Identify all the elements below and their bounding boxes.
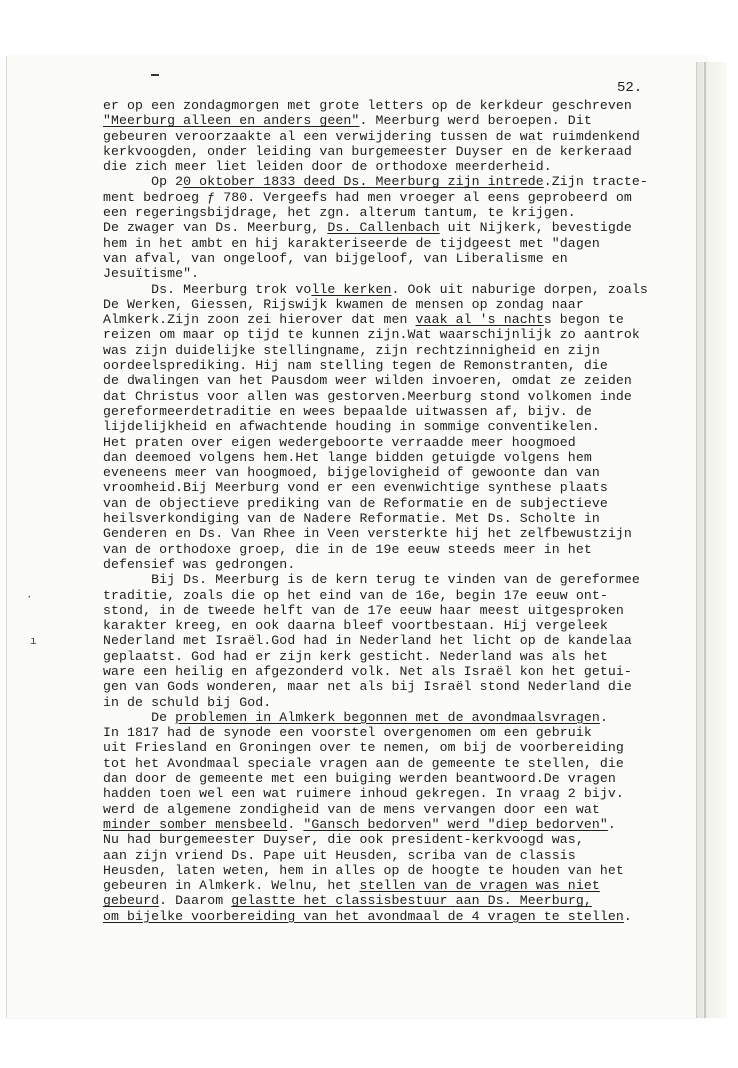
text-segment: Ds. Callenbach <box>327 220 440 236</box>
text-line <box>103 649 707 664</box>
text-segment: Genderen en Ds. Van Rhee in Veen versterkte hij het zelfbewustzijn <box>103 526 632 542</box>
text-line <box>103 878 707 893</box>
text-segment: gereformeerdetraditie en wees bepaalde uitwassen af, bijv. de <box>103 403 592 419</box>
text-segment: kerkvoogden, onder leiding van burgemeester Duyser en de kerkeraad <box>103 143 632 159</box>
text-line <box>103 297 707 312</box>
text-segment: traditie, zoals die op het eind van de 16e, begin 17e eeuw ont- <box>103 587 608 603</box>
text-segment: Jesuïtisme". <box>103 266 200 282</box>
text-segment: gen van Gods wonderen, maar net als bij Israël stond Nederland die <box>103 679 632 695</box>
text-segment: stond, in de tweede helft van de 17e eeuw haar meest uitgesproken <box>103 602 624 618</box>
text-segment: van afval, van ongeloof, van bijgeloof, van Liberalisme en <box>103 250 568 266</box>
text-line <box>103 740 707 755</box>
text-segment: vaak al 's nacht <box>415 312 544 328</box>
text-line <box>103 603 707 618</box>
page-fold <box>696 62 727 1018</box>
text-line <box>103 450 707 465</box>
text-segment: problemen in Almkerk begonnen met de avondmaalsvragen <box>175 709 600 725</box>
text-line <box>103 282 707 297</box>
text-line <box>103 144 707 159</box>
text-segment: dan deemoed volgens hem.Het lange bidden getuigde volgens hem <box>103 449 592 465</box>
text-line <box>103 725 707 740</box>
text-line <box>103 863 707 878</box>
text-segment: 0 oktober 1833 deed Ds. Meerburg zijn intrede <box>183 174 544 190</box>
text-segment: . Meerburg werd beroepen. Dit <box>359 113 592 129</box>
text-segment: lle kerken <box>311 281 392 297</box>
text-segment: in de schuld bij God. <box>103 694 272 710</box>
text-segment: . <box>607 816 616 832</box>
text-segment: ware een heilig en afgezonderd volk. Net als Israël kon het getui- <box>103 663 632 679</box>
text-segment: uit Friesland en Groningen over te nemen, om bij de voorbereiding <box>103 740 624 756</box>
text-segment: stellen van de vragen was niet <box>359 878 600 894</box>
text-segment: karakter kreeg, en ook daarna bleef voortbestaan. Hij vergeleek <box>103 618 608 634</box>
text-segment: De <box>103 709 176 725</box>
text-segment: die zich meer liet leiden door de orthodoxe meerderheid. <box>103 159 552 175</box>
text-segment: Almkerk.Zijn zoon zei hierover dat men <box>103 312 416 328</box>
text-line <box>103 618 707 633</box>
text-segment: Heusden, laten weten, hem in alles op de hoogte te houden van het <box>103 862 624 878</box>
page-fold-edge <box>704 62 706 1018</box>
text-line <box>103 358 707 373</box>
text-line <box>103 266 707 281</box>
text-segment: . Ook uit naburige dorpen, zoals <box>391 281 648 297</box>
text-segment: .Zijn tracte- <box>543 174 648 190</box>
text-segment: "Gansch bedorven" werd "diep bedorven" <box>303 816 608 832</box>
text-segment: de dwalingen van het Pausdom weer wilden invoeren, omdat ze zeiden <box>103 373 632 389</box>
margin-mark: ı <box>30 636 37 648</box>
text-line <box>103 572 707 587</box>
text-line <box>103 159 707 174</box>
text-line <box>103 251 707 266</box>
text-segment: De zwager van Ds. Meerburg, <box>103 220 328 236</box>
margin-mark: · <box>26 592 33 604</box>
text-segment: gelastte het classisbestuur aan Ds. Meerburg, <box>231 893 592 909</box>
text-line <box>103 542 707 557</box>
text-segment: reizen om maar op tijd te kunnen zijn.Wat waarschijnlijk zo aantrok <box>103 327 640 343</box>
text-segment: In 1817 had de synode een voorstel overgenomen om een gebruik <box>103 725 592 741</box>
text-line <box>103 771 707 786</box>
text-line <box>103 786 707 801</box>
text-segment: minder somber mensbeeld <box>103 816 288 832</box>
text-segment: dan door de gemeente met een buiging werden beantwoord.De vragen <box>103 771 616 787</box>
text-line <box>103 695 707 710</box>
text-line <box>103 129 707 144</box>
text-segment: werd de algemene zondigheid van de mens vervangen door een wat <box>103 801 600 817</box>
text-line <box>103 633 707 648</box>
text-segment: een regeringsbijdrage, het zgn. alterum tantum, te krijgen. <box>103 205 576 221</box>
text-segment: hadden toen wel een wat ruimere inhoud gekregen. In vraag 2 bijv. <box>103 786 624 802</box>
text-segment: Op 2 <box>103 174 184 190</box>
text-segment: van de objectieve prediking van de Reformatie en de subjectieve <box>103 495 608 511</box>
text-segment: Nederland met Israël.God had in Nederland het licht op de kandelaa <box>103 633 632 649</box>
text-line <box>103 756 707 771</box>
text-segment: . <box>599 709 608 725</box>
body-text <box>103 98 707 924</box>
text-line <box>103 817 707 832</box>
text-line <box>103 174 707 189</box>
text-segment: De Werken, Giessen, Rijswijk kwamen de mensen op zondag naar <box>103 296 584 312</box>
text-segment: aan zijn vriend Ds. Pape uit Heusden, scriba van de classis <box>103 847 576 863</box>
text-segment: tot het Avondmaal speciale vragen aan de gemeente te stellen, die <box>103 755 624 771</box>
text-segment: gebeuren veroorzaakte al een verwijdering tussen de wat ruimdenkend <box>103 128 640 144</box>
document-page <box>6 56 707 1018</box>
text-line <box>103 98 707 113</box>
text-segment: van de orthodoxe groep, die in de 19e eeuw steeds meer in het <box>103 541 592 557</box>
text-segment: uit Nijkerk, bevestigde <box>439 220 632 236</box>
text-line <box>103 909 707 924</box>
text-line <box>103 511 707 526</box>
text-line <box>103 190 707 205</box>
text-segment: . Daarom <box>159 893 232 909</box>
text-segment: Ds. Meerburg trok vo <box>103 281 312 297</box>
text-line <box>103 664 707 679</box>
text-line <box>103 343 707 358</box>
text-segment: vroomheid.Bij Meerburg vond er een evenwichtige synthese plaats <box>103 480 608 496</box>
text-line <box>103 832 707 847</box>
text-segment: dat Christus voor allen was gestorven.Meerburg stond volkomen inde <box>103 388 632 404</box>
text-line <box>103 389 707 404</box>
text-line <box>103 205 707 220</box>
text-segment: was zijn duidelijke stellingname, zijn rechtzinnigheid en zijn <box>103 342 600 358</box>
text-line <box>103 710 707 725</box>
text-line <box>103 236 707 251</box>
text-line <box>103 435 707 450</box>
text-segment: er op een zondagmorgen met grote letters op de kerkdeur geschreven <box>103 98 632 113</box>
text-line <box>103 848 707 863</box>
text-line <box>103 893 707 908</box>
text-segment: oordeelsprediking. Hij nam stelling tegen de Remonstranten, die <box>103 358 608 374</box>
text-segment: geplaatst. God had er zijn kerk gesticht. Nederland was als het <box>103 648 608 664</box>
text-line <box>103 404 707 419</box>
text-line <box>103 557 707 572</box>
text-line <box>103 679 707 694</box>
text-line <box>103 312 707 327</box>
text-line <box>103 526 707 541</box>
text-line <box>103 373 707 388</box>
text-segment: gebeuren in Almkerk. Welnu, het <box>103 878 360 894</box>
text-segment: ment bedroeg ƒ 780. Vergeefs had men vroeger al eens geprobeerd om <box>103 189 632 205</box>
text-segment: Nu had burgemeester Duyser, die ook president-kerkvoogd was, <box>103 832 584 848</box>
text-segment: lijdelijkheid en afwachtende houding in sommige conventikelen. <box>103 419 600 435</box>
text-line <box>103 220 707 235</box>
dash-mark <box>151 74 159 76</box>
text-line <box>103 465 707 480</box>
text-segment: Bij Ds. Meerburg is de kern terug te vinden van de gereformee <box>103 572 640 588</box>
text-line <box>103 327 707 342</box>
text-segment: eveneens meer van hoogmoed, bijgelovigheid of gewoonte dan van <box>103 465 600 481</box>
text-segment: . <box>287 816 304 832</box>
text-line <box>103 419 707 434</box>
text-segment: hem in het ambt en hij karakteriseerde de tijdgeest met "dagen <box>103 235 600 251</box>
text-segment: s begon te <box>543 312 624 328</box>
text-line <box>103 113 707 128</box>
text-segment: . <box>623 908 632 924</box>
text-segment: "Meerburg alleen en anders geen" <box>103 113 360 129</box>
text-segment: om bijelke voorbereiding van het avondmaal de 4 vragen te stellen <box>103 908 624 924</box>
text-line <box>103 802 707 817</box>
text-segment: gebeurd <box>103 893 160 909</box>
text-line <box>103 480 707 495</box>
text-line <box>103 588 707 603</box>
text-segment: defensief was gedrongen. <box>103 556 296 572</box>
page-number: 52. <box>617 80 643 96</box>
text-segment: heilsverkondiging van de Nadere Reformatie. Met Ds. Scholte in <box>103 511 600 527</box>
text-line <box>103 496 707 511</box>
text-segment: Het praten over eigen wedergeboorte verraadde meer hoogmoed <box>103 434 576 450</box>
